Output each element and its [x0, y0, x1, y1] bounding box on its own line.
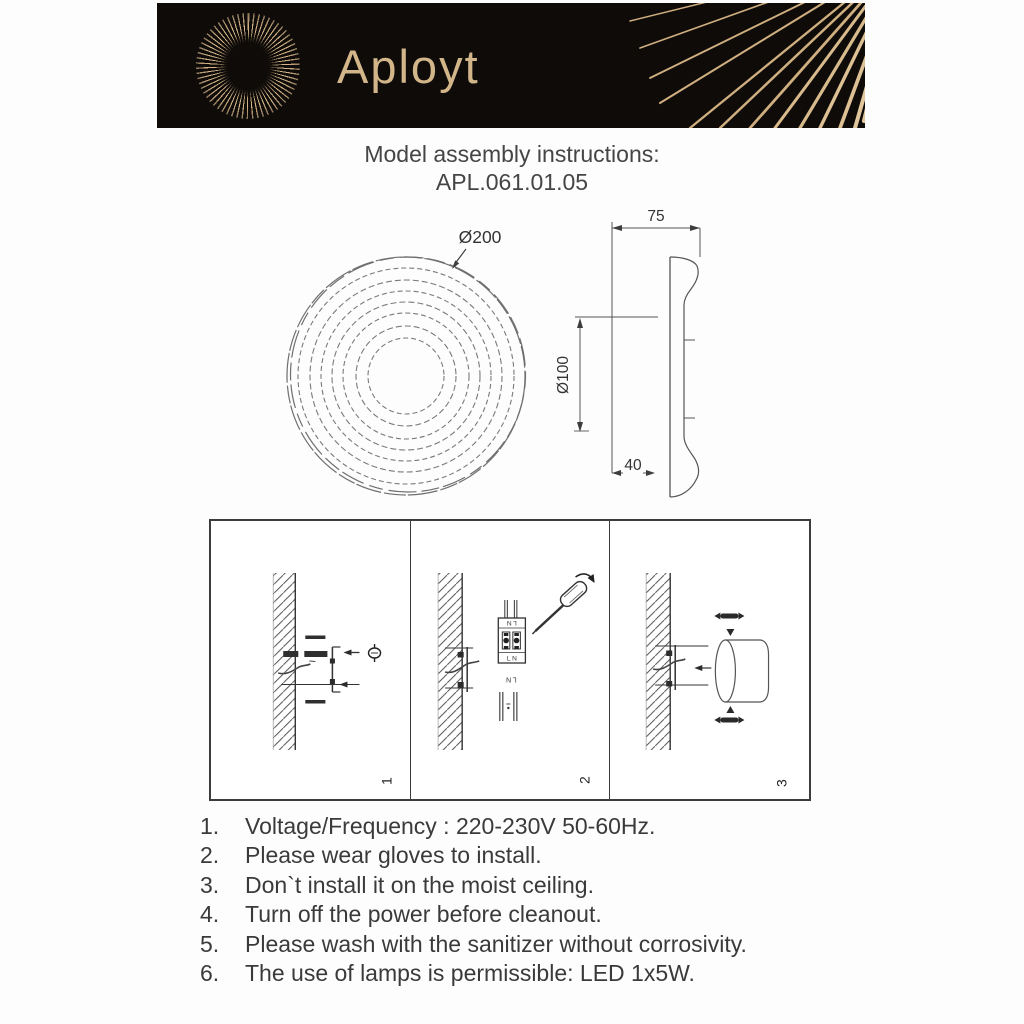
ring [321, 291, 491, 461]
item-number: 3. [200, 871, 220, 898]
screw-rotate-bottom [715, 706, 745, 724]
item-number: 1. [200, 813, 220, 839]
item-text: Don`t install it on the moist ceiling. [245, 871, 594, 898]
item-number: 4. [200, 901, 220, 928]
list-item [200, 930, 890, 959]
sunburst-logo-icon [196, 13, 300, 119]
ring [356, 326, 456, 426]
ring [368, 338, 444, 414]
item-text: Please wash with the sanitizer without corrosivity. [245, 930, 747, 957]
item-text: Turn off the power before cleanout. [245, 901, 602, 928]
item-text: Please wear gloves to install. [245, 842, 542, 869]
width-label: 75 [647, 208, 665, 225]
depth-label: 40 [624, 457, 642, 474]
ring [310, 280, 502, 472]
screwdriver-icon [532, 574, 594, 634]
rays-decoration-icon [597, 3, 865, 128]
attach-arrow [695, 665, 712, 671]
wall-hatch [273, 573, 295, 750]
lamp-body [716, 640, 769, 702]
side-view-drawing [555, 200, 720, 505]
terminal-bottom-label: L N [506, 655, 517, 663]
step-number: 3 [773, 779, 790, 787]
item-number: 2. [200, 842, 220, 869]
brand-banner [157, 3, 865, 128]
ring [332, 302, 480, 450]
top-view-drawing [270, 213, 550, 513]
step-1-panel [211, 521, 410, 799]
item-number: 6. [200, 960, 220, 987]
ring [343, 313, 469, 439]
list-item [200, 959, 890, 988]
list-item [200, 812, 890, 841]
instruction-list [200, 812, 890, 988]
screw-rotate-top [715, 613, 745, 637]
terminal-block [498, 600, 525, 663]
page-title: Model assembly instructions: [364, 141, 660, 167]
inner-diameter-label: Ø100 [555, 356, 572, 394]
mounting-bracket [330, 647, 341, 692]
step-number: 1 [378, 777, 395, 785]
wall-hatch [646, 573, 670, 750]
item-text: The use of lamps is permissible: LED 1x5W. [245, 960, 695, 987]
step-number: 2 [576, 776, 593, 784]
outer-rim [287, 257, 526, 495]
step-2-panel [410, 521, 610, 799]
terminal-top-label: L N [506, 619, 517, 626]
list-item [200, 871, 890, 900]
diameter-label: Ø200 [458, 227, 502, 247]
list-item [200, 900, 890, 929]
wall-hatch [438, 573, 462, 750]
supply-wires [499, 692, 516, 721]
screw-icon [369, 644, 381, 662]
list-item [200, 841, 890, 870]
model-code: APL.061.01.05 [435, 169, 589, 195]
diameter-callout [452, 227, 502, 269]
brand-name: Aployt [337, 40, 480, 93]
item-number: 5. [200, 930, 220, 957]
ring [298, 268, 514, 484]
assembly-steps-table [209, 519, 811, 801]
wires-label: L N [505, 675, 517, 683]
step-3-panel [609, 521, 809, 799]
item-text: Voltage/Frequency : 220-230V 50-60Hz. [245, 813, 656, 839]
